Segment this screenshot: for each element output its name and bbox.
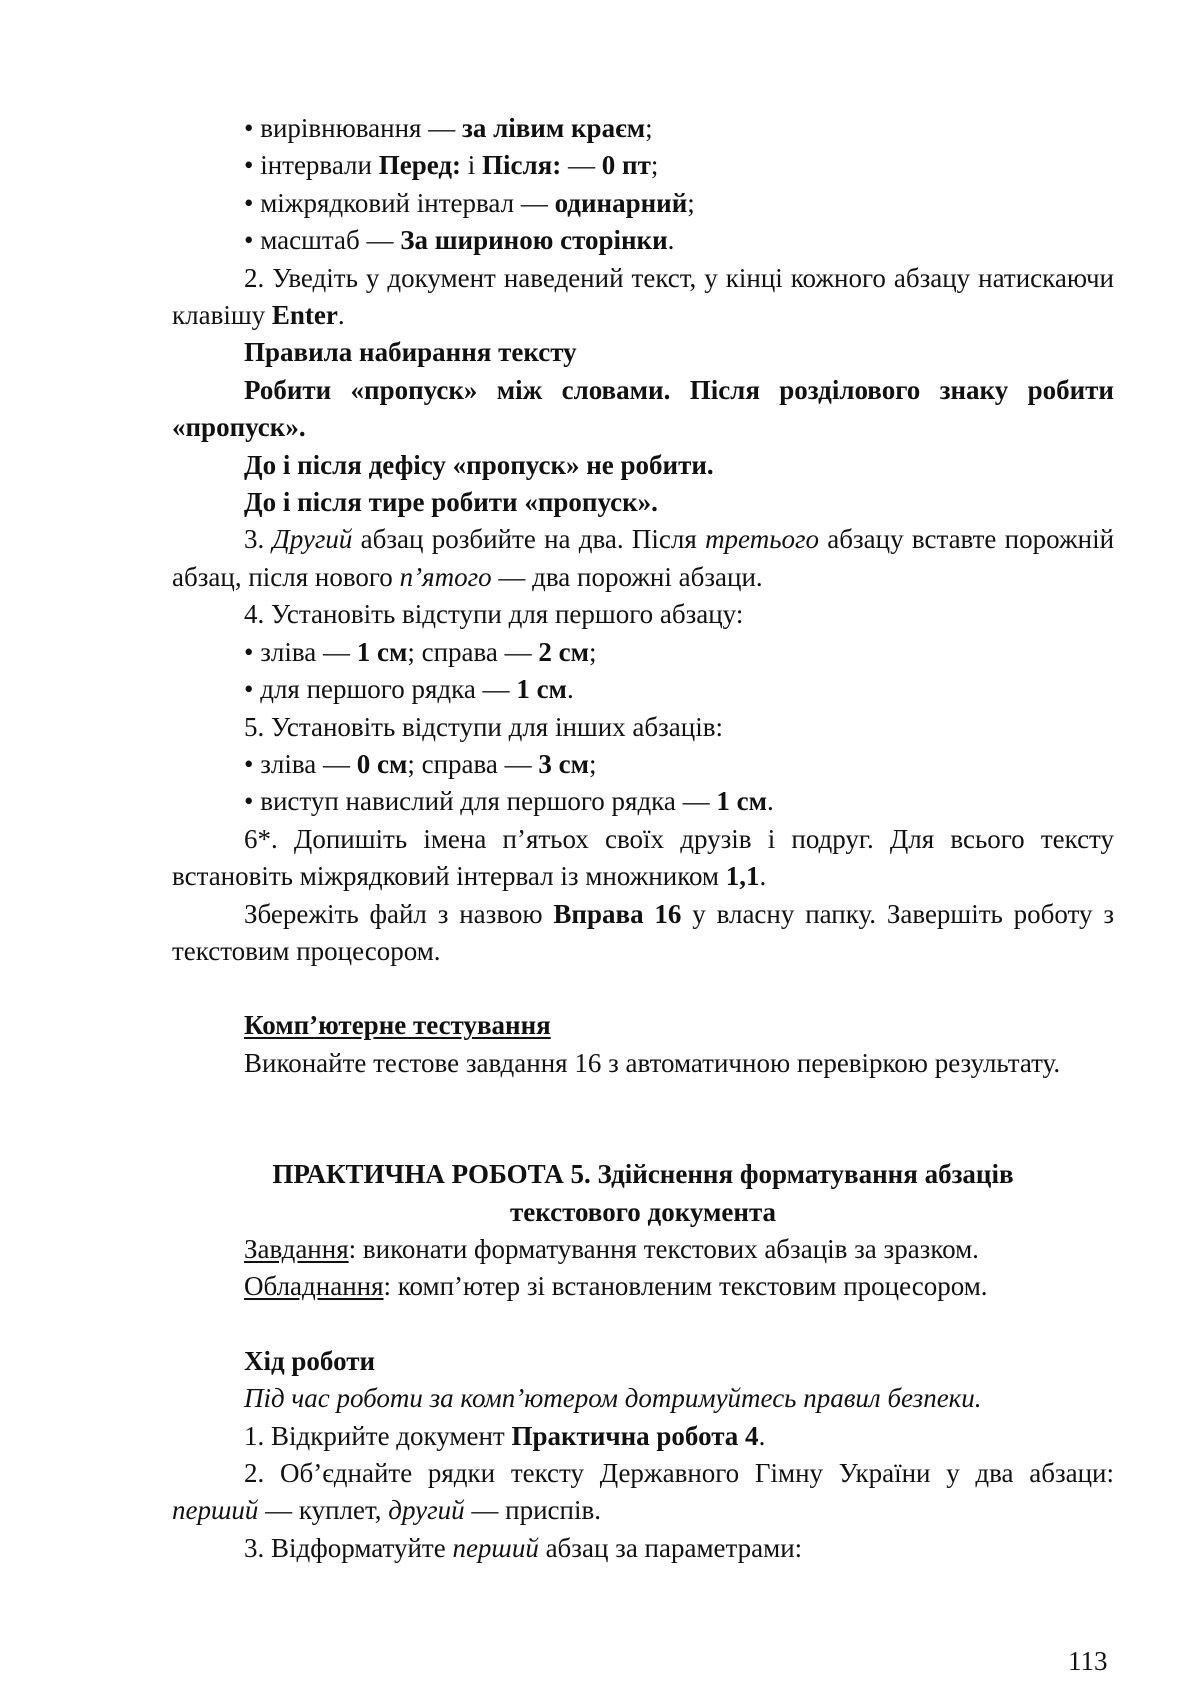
step-4-title: 4. Установіть відступи для першого абзацу: [244, 599, 744, 630]
rules-title: Правила набирання тексту [244, 337, 577, 368]
procedure-title: Хід роботи [244, 1345, 376, 1376]
procedure-step-1: 1. Відкрийте документ Практична робота 4. [244, 1420, 766, 1451]
page-content [172, 110, 1114, 1567]
equipment-paragraph: Обладнання: комп’ютер зі встановленим текстовим процесором. [244, 1271, 988, 1302]
bullet-scale: • масштаб — За шириною сторінки. [244, 225, 675, 256]
procedure-step-2: 2. Об’єднайте рядки тексту Державного Гімну України у два абзаци: перший — куплет, другий — приспів. [172, 1458, 1114, 1526]
page-number: 113 [1068, 1646, 1108, 1676]
save-paragraph: Збережіть файл з назвою Вправа 16 у власну папку. Завершіть роботу з текстовим процесором. [172, 898, 1114, 966]
testing-title: Комп’ютерне тестування [244, 1010, 551, 1041]
step-5-title: 5. Установіть відступи для інших абзаців: [244, 711, 723, 742]
step-5-bullet-1: • зліва — 0 см; справа — 3 см; [244, 748, 597, 779]
testing-text: Виконайте тестове завдання 16 з автоматичною перевіркою результату. [244, 1047, 1061, 1078]
rules-line-2: До і після дефісу «пропуск» не робити. [244, 449, 714, 480]
step-4-bullet-2: • для першого рядка — 1 см. [244, 674, 574, 705]
rules-line-1: Робити «пропуск» між словами. Після розділового знаку робити «пропуск». [172, 374, 1114, 443]
step-6-paragraph: 6*. Допишіть імена п’ятьох своїх друзів і подруг. Для всього тексту встановіть міжрядковий інтервал із множником 1,1. [172, 823, 1114, 892]
step-4-bullet-1: • зліва — 1 см; справа — 2 см; [244, 636, 597, 667]
bullet-alignment: • вирівнювання — за лівим краєм; [244, 113, 653, 143]
procedure-step-3: 3. Відформатуйте перший абзац за параметрами: [244, 1532, 803, 1563]
bullet-spacing: • інтервали Перед: і Після: — 0 пт; [244, 150, 659, 181]
rules-line-3: До і після тире робити «пропуск». [244, 487, 658, 518]
step-2-paragraph: 2. Уведіть у документ наведений текст, у кінці кожного абзацу натискаючи клавішу Enter. [172, 262, 1114, 331]
step-5-bullet-2: • виступ навислий для першого рядка — 1 см. [244, 786, 774, 817]
practical-title-line-1: ПРАКТИЧНА РОБОТА 5. Здійснення форматування абзаців [272, 1159, 1014, 1190]
practical-title-line-2: текстового документа [509, 1196, 777, 1227]
step-3-paragraph: 3. Другий абзац розбийте на два. Після третього абзацу вставте порожній абзац, після нового п’ятого — два порожні абзаци. [172, 524, 1115, 592]
bullet-line-spacing: • міжрядковий інтервал — одинарний; [244, 187, 695, 218]
task-paragraph: Завдання: виконати форматування текстових абзаців за зразком. [244, 1233, 979, 1264]
safety-note: Під час роботи за комп’ютером дотримуйтесь правил безпеки. [244, 1383, 982, 1414]
